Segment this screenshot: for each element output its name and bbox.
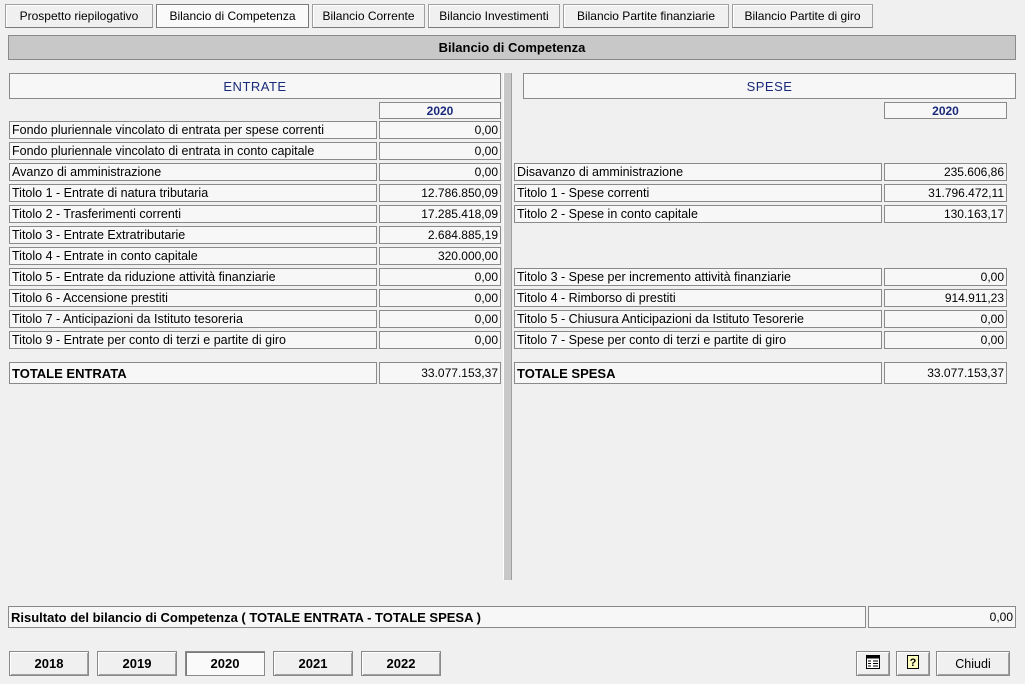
entrate-row-value[interactable]: 0,00: [379, 163, 501, 181]
tab-bilancio-partite-finanziarie[interactable]: Bilancio Partite finanziarie: [563, 4, 729, 28]
column-splitter[interactable]: [503, 73, 512, 580]
risultato-label: Risultato del bilancio di Competenza ( TOTALE ENTRATA - TOTALE SPESA ): [8, 606, 866, 628]
year-button-2019[interactable]: 2019: [97, 651, 177, 676]
entrate-row-label: Titolo 5 - Entrate da riduzione attività finanziarie: [9, 268, 377, 286]
year-button-2022[interactable]: 2022: [361, 651, 441, 676]
totale-entrata-label: TOTALE ENTRATA: [9, 362, 377, 384]
spese-row-label: Titolo 2 - Spese in conto capitale: [514, 205, 882, 223]
entrate-row-value[interactable]: 0,00: [379, 289, 501, 307]
entrate-row-value[interactable]: 320.000,00: [379, 247, 501, 265]
entrate-row-value[interactable]: 0,00: [379, 310, 501, 328]
totale-spesa-value: 33.077.153,37: [884, 362, 1007, 384]
tab-bilancio-partite-giro[interactable]: Bilancio Partite di giro: [732, 4, 873, 28]
tab-bilancio-corrente[interactable]: Bilancio Corrente: [312, 4, 425, 28]
help-button[interactable]: [896, 651, 930, 676]
spese-row-value[interactable]: 914.911,23: [884, 289, 1007, 307]
year-button-2020[interactable]: 2020: [185, 651, 265, 676]
tab-bilancio-investimenti[interactable]: Bilancio Investimenti: [428, 4, 560, 28]
entrate-row-value[interactable]: 0,00: [379, 121, 501, 139]
spese-row-label: Titolo 1 - Spese correnti: [514, 184, 882, 202]
entrate-row-value[interactable]: 2.684.885,19: [379, 226, 501, 244]
entrate-row-value[interactable]: 0,00: [379, 331, 501, 349]
entrate-row-label: Fondo pluriennale vincolato di entrata per spese correnti: [9, 121, 377, 139]
entrate-row-label: Titolo 9 - Entrate per conto di terzi e partite di giro: [9, 331, 377, 349]
entrate-row-value[interactable]: 0,00: [379, 268, 501, 286]
spese-row-label: Titolo 5 - Chiusura Anticipazioni da Istituto Tesorerie: [514, 310, 882, 328]
spese-row-value[interactable]: 0,00: [884, 268, 1007, 286]
entrate-row-value[interactable]: 12.786.850,09: [379, 184, 501, 202]
spese-row-label: Titolo 7 - Spese per conto di terzi e partite di giro: [514, 331, 882, 349]
spese-row-label: Titolo 4 - Rimborso di prestiti: [514, 289, 882, 307]
page-title: Bilancio di Competenza: [8, 35, 1016, 60]
report-button[interactable]: [856, 651, 890, 676]
year-button-2021[interactable]: 2021: [273, 651, 353, 676]
spese-row-value[interactable]: 31.796.472,11: [884, 184, 1007, 202]
entrate-row-value[interactable]: 17.285.418,09: [379, 205, 501, 223]
spese-row-value[interactable]: 0,00: [884, 310, 1007, 328]
spese-row-label: Disavanzo di amministrazione: [514, 163, 882, 181]
entrate-row-value[interactable]: 0,00: [379, 142, 501, 160]
entrate-row-label: Titolo 7 - Anticipazioni da Istituto tesoreria: [9, 310, 377, 328]
totale-spesa-label: TOTALE SPESA: [514, 362, 882, 384]
entrate-row-label: Titolo 2 - Trasferimenti correnti: [9, 205, 377, 223]
tab-bilancio-competenza[interactable]: Bilancio di Competenza: [156, 4, 309, 28]
year-button-2018[interactable]: 2018: [9, 651, 89, 676]
entrate-row-label: Titolo 6 - Accensione prestiti: [9, 289, 377, 307]
entrate-row-label: Titolo 1 - Entrate di natura tributaria: [9, 184, 377, 202]
spese-row-value[interactable]: 235.606,86: [884, 163, 1007, 181]
tab-prospetto-riepilogativo[interactable]: Prospetto riepilogativo: [5, 4, 153, 28]
spese-year-header: 2020: [884, 102, 1007, 119]
help-icon: [905, 654, 921, 673]
spese-row-label: Titolo 3 - Spese per incremento attività finanziarie: [514, 268, 882, 286]
entrate-row-label: Avanzo di amministrazione: [9, 163, 377, 181]
entrate-year-header: 2020: [379, 102, 501, 119]
spese-row-value[interactable]: 130.163,17: [884, 205, 1007, 223]
spese-title: SPESE: [523, 73, 1016, 99]
report-icon: [865, 654, 881, 673]
svg-text:?: ?: [909, 657, 917, 669]
entrate-row-label: Titolo 4 - Entrate in conto capitale: [9, 247, 377, 265]
risultato-value: 0,00: [868, 606, 1016, 628]
totale-entrata-value: 33.077.153,37: [379, 362, 501, 384]
close-button[interactable]: Chiudi: [936, 651, 1010, 676]
entrate-title: ENTRATE: [9, 73, 501, 99]
entrate-row-label: Titolo 3 - Entrate Extratributarie: [9, 226, 377, 244]
spese-row-value[interactable]: 0,00: [884, 331, 1007, 349]
entrate-row-label: Fondo pluriennale vincolato di entrata in conto capitale: [9, 142, 377, 160]
